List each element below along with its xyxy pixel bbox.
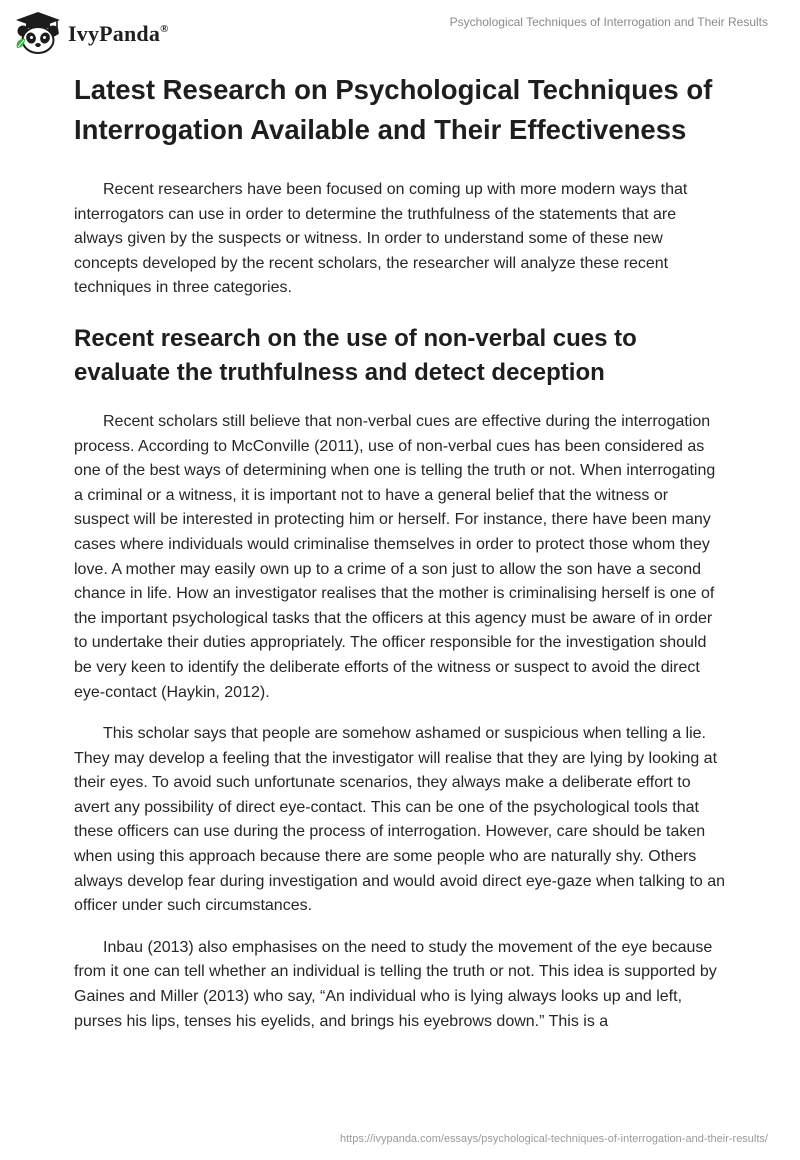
brand-logo[interactable]: [14, 10, 169, 56]
registered-mark: ®: [160, 23, 169, 35]
panda-graduate-icon: [14, 10, 62, 56]
body-paragraph-2: This scholar says that people are somehow ashamed or suspicious when telling a lie. They may develop a feeling that the investigator will realise that they are lying by looking at their eyes. To avoid such unfortunate scenarios, they always make a deliberate effort to avert any possibility of direct eye-contact. This can be one of the psychological tools that these officers can use during the process of interrogation. However, care should be taken when using this approach because there are some people who are naturally shy. Others always develop fear during investigation and would avoid direct eye-gaze when talking to an officer under such circumstances.: [74, 725, 726, 915]
intro-paragraph: Recent researchers have been focused on coming up with more modern ways that interrogators can use in order to determine the truthfulness of the statements that are always given by the suspects or witness. In order to understand some of these new concepts developed by the recent scholars, the researcher will analyze these recent techniques in three categories.: [74, 181, 688, 297]
source-url[interactable]: https://ivypanda.com/essays/psychological-techniques-of-interrogation-and-their-results/: [340, 1133, 768, 1145]
article-heading: Latest Research on Psychological Techniques of Interrogation Available and Their Effectiveness: [74, 74, 713, 145]
body-paragraph-3: Inbau (2013) also emphasises on the need to study the movement of the eye because from it one can tell whether an individual is telling the truth or not. This idea is supported by Gaines and Miller (2013) who say, “An individual who is lying always looks up and left, purses his lips, tenses his eyelids, and brings his eyebrows down.” This is a: [74, 938, 717, 1030]
document-title: Psychological Techniques of Interrogation and Their Results: [449, 15, 768, 29]
body-paragraph-1: Recent scholars still believe that non-verbal cues are effective during the interrogation process. According to McConville (2011), use of non-verbal cues has been considered as one of the best ways of determining when one is telling the truth or not. When interrogating a criminal or a witness, it is important not to have a general belief that the witness or suspect will be interested in protecting him or herself. For instance, there have been many cases where individuals would criminalise themselves in order to protect those whom they love. A mother may easily own up to a crime of a son just to allow the son have a second chance in life. How an investigator realises that the mother is criminalising herself is one of the important psychological tasks that the officers at this agency must be aware of in order to undertake their duties appropriately. The officer responsible for the investigation should be very keen to identify the deliberate efforts of the witness or suspect to avoid the direct eye-contact (Haykin, 2012).: [74, 412, 716, 701]
section-heading: Recent research on the use of non-verbal cues to evaluate the truthfulness and detect deception: [74, 324, 637, 386]
article-body: [74, 70, 726, 1034]
brand-name: IvyPanda®: [68, 21, 169, 46]
page-header: [0, 0, 800, 62]
